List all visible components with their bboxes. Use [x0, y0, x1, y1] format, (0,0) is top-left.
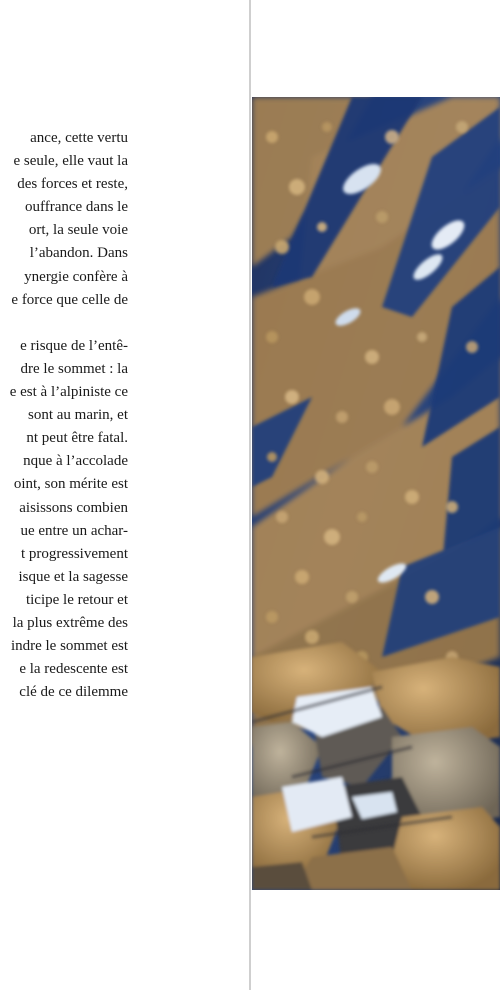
text-line: e seule, elle vaut la: [13, 153, 128, 170]
text-line: nt peut être fatal.: [26, 430, 128, 447]
text-line: indre le sommet est: [10, 638, 128, 655]
text-line: aisissons combien: [19, 499, 128, 516]
text-line: isque et la sagesse: [18, 568, 128, 585]
text-line: ouffrance dans le: [24, 199, 128, 216]
text-line: sont au marin, et: [28, 407, 128, 424]
text-line: t progressivement: [20, 545, 128, 562]
right-page: [251, 0, 500, 990]
text-line: [0, 312, 128, 335]
text-line: la plus extrême des: [12, 614, 128, 631]
text-line: clé de ce dilemme: [19, 684, 128, 701]
text-line: ticipe le retour et: [25, 591, 128, 608]
text-line: l’abandon. Dans: [29, 245, 128, 262]
text-line: e est à l’alpiniste ce: [9, 384, 128, 401]
mountain-photo: [252, 97, 500, 890]
text-line: des forces et reste,: [17, 176, 128, 193]
text-line: dre le sommet : la: [20, 360, 128, 377]
text-line: ue entre un achar-: [20, 522, 128, 539]
text-line: nque à l’accolade: [23, 453, 128, 470]
text-line: [0, 704, 128, 727]
text-line: oint, son mérite est: [13, 476, 128, 493]
text-line: e la redescente est: [19, 661, 128, 678]
text-line: ance, cette vertu: [30, 130, 128, 146]
text-line: ynergie confère à: [24, 268, 128, 285]
left-page: [0, 0, 249, 990]
body-text: [0, 127, 128, 727]
text-line: e risque de l’entê-: [20, 337, 128, 354]
text-line: ort, la seule voie: [28, 222, 128, 239]
text-line: e force que celle de: [11, 291, 128, 308]
